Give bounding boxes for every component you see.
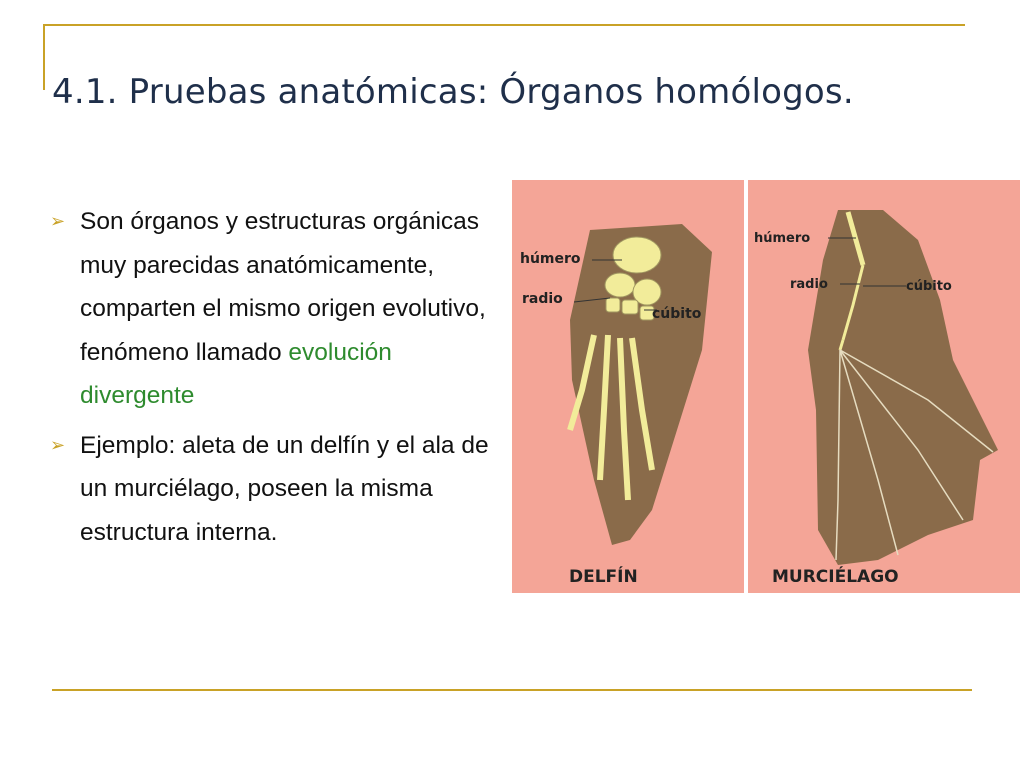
bat-wing-illustration [748, 180, 1020, 593]
highlight-term: evolución divergente [80, 338, 392, 409]
bullet-item-example [50, 424, 490, 555]
bullet-list [50, 200, 490, 560]
frame-top-line [43, 24, 965, 26]
bullet-text: Son órganos y estructuras orgánicas muy parecidas anatómicamente, comparten el mismo origen evolutivo, fenómeno llamado [80, 208, 486, 366]
slide-title: 4.1. Pruebas anatómicas: Órganos homólogos. [52, 72, 854, 112]
arrow-bullet-icon: ➢ [50, 211, 66, 231]
dolphin-caption: DELFÍN [569, 567, 638, 587]
bullet-item-definition [50, 200, 490, 418]
arrow-bullet-icon: ➢ [50, 434, 66, 455]
dolphin-label-radius: radio [522, 291, 563, 307]
bat-label-ulna: cúbito [906, 279, 952, 294]
bat-label-radius: radio [790, 277, 828, 292]
bat-label-humerus: húmero [754, 231, 811, 246]
bullet-text: Ejemplo: aleta de un delfín y el ala de un murciélago, poseen la misma estructura interna. [80, 431, 489, 546]
bat-caption: MURCIÉLAGO [772, 567, 899, 587]
frame-bottom-line [52, 689, 972, 691]
dolphin-label-humerus: húmero [520, 251, 581, 267]
dolphin-label-ulna: cúbito [652, 306, 702, 322]
frame-left-line [43, 24, 45, 90]
dolphin-flipper-illustration [512, 180, 744, 593]
